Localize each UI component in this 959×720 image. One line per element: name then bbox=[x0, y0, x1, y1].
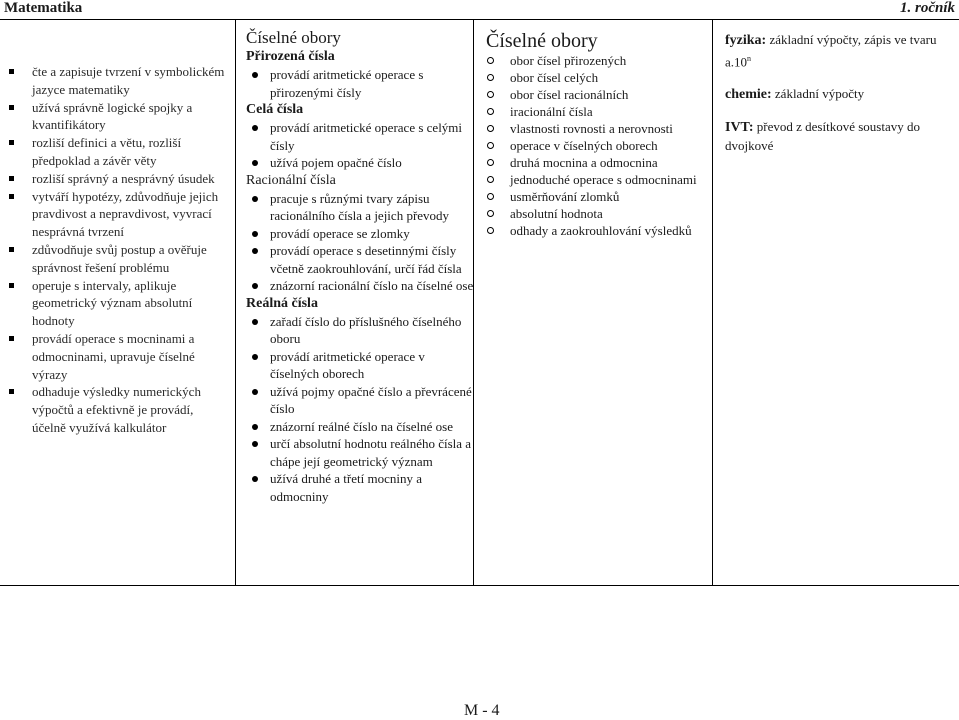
bullet-icon bbox=[252, 441, 258, 447]
list-item: rozliší správný a nesprávný úsudek bbox=[0, 170, 230, 188]
circle-bullet-icon bbox=[487, 210, 494, 217]
bullet-icon bbox=[252, 283, 258, 289]
topics-detail-column bbox=[236, 20, 474, 585]
list-item: obor čísel přirozených bbox=[486, 52, 710, 69]
bullet-icon bbox=[252, 72, 258, 78]
cross-subject-column bbox=[713, 20, 959, 585]
list-item: provádí aritmetické operace s celými čísly bbox=[246, 119, 474, 154]
square-bullet-icon bbox=[9, 105, 14, 110]
list-item: operace v číselných oborech bbox=[486, 137, 710, 154]
section-heading: Celá čísla bbox=[246, 102, 304, 117]
list-item: užívá pojmy opačné číslo a převrácené číslo bbox=[246, 383, 474, 418]
section-heading: Reálná čísla bbox=[246, 295, 318, 311]
circle-bullet-icon bbox=[487, 159, 494, 166]
physics-note: fyzika: základní výpočty, zápis ve tvaru a.10$^n$ bbox=[725, 32, 937, 70]
page-number: M - 4 bbox=[464, 702, 500, 719]
circle-bullet-icon bbox=[487, 227, 494, 234]
circle-bullet-icon bbox=[487, 125, 494, 132]
outcomes-list bbox=[0, 63, 230, 437]
section-heading: Přirozená čísla bbox=[246, 49, 335, 64]
circle-bullet-icon bbox=[487, 176, 494, 183]
column-title: Číselné obory bbox=[486, 30, 598, 52]
list-item: jednoduché operace s odmocninami bbox=[486, 171, 710, 188]
list-item: obor čísel racionálních bbox=[486, 86, 710, 103]
square-bullet-icon bbox=[9, 69, 14, 74]
list-item: provádí operace s desetinnými čísly včetně zaokrouhlování, určí řád čísla bbox=[246, 242, 474, 277]
square-bullet-icon bbox=[9, 247, 14, 252]
list-item: operuje s intervaly, aplikuje geometrický význam absolutní hodnoty bbox=[0, 277, 230, 330]
section-heading: Racionální čísla bbox=[246, 172, 336, 188]
list-item: znázorní racionální číslo na číselné ose bbox=[246, 277, 474, 295]
list-item: usměrňování zlomků bbox=[486, 188, 710, 205]
square-bullet-icon bbox=[9, 336, 14, 341]
table-bottom-border bbox=[0, 585, 959, 586]
list-item: rozliší definici a větu, rozliší předpoklad a závěr věty bbox=[0, 134, 230, 170]
list-item: provádí aritmetické operace v číselných oborech bbox=[246, 348, 474, 383]
circle-bullet-icon bbox=[487, 74, 494, 81]
list-item: vlastnosti rovnosti a nerovnosti bbox=[486, 120, 710, 137]
circle-bullet-icon bbox=[487, 142, 494, 149]
bullet-icon bbox=[252, 476, 258, 482]
list-item: znázorní reálné číslo na číselné ose bbox=[246, 418, 474, 436]
circle-bullet-icon bbox=[487, 108, 494, 115]
list-item: provádí operace se zlomky bbox=[246, 225, 474, 243]
circle-bullet-icon bbox=[487, 91, 494, 98]
list-item: odhady a zaokrouhlování výsledků bbox=[486, 222, 710, 239]
bullet-icon bbox=[252, 354, 258, 360]
list-item: zařadí číslo do příslušného číselného oboru bbox=[246, 313, 474, 348]
curriculum-column bbox=[474, 20, 713, 585]
column-title: Číselné obory bbox=[246, 28, 341, 47]
list-item: obor čísel celých bbox=[486, 69, 710, 86]
list-item: absolutní hodnota bbox=[486, 205, 710, 222]
list-item: druhá mocnina a odmocnina bbox=[486, 154, 710, 171]
page-header bbox=[0, 0, 959, 20]
list-item: provádí aritmetické operace s přirozenými čísly bbox=[246, 66, 474, 101]
square-bullet-icon bbox=[9, 176, 14, 181]
square-bullet-icon bbox=[9, 140, 14, 145]
square-bullet-icon bbox=[9, 194, 14, 199]
bullet-icon bbox=[252, 424, 258, 430]
bullet-icon bbox=[252, 389, 258, 395]
square-bullet-icon bbox=[9, 389, 14, 394]
list-item: vytváří hypotézy, zdůvodňuje jejich pravdivost a nepravdivost, vyvrací nesprávná tvrzení bbox=[0, 188, 230, 241]
bullet-icon bbox=[252, 319, 258, 325]
bullet-icon bbox=[252, 231, 258, 237]
circle-bullet-icon bbox=[487, 57, 494, 64]
outcomes-column bbox=[0, 20, 236, 585]
list-item: čte a zapisuje tvrzení v symbolickém jazyce matematiky bbox=[0, 63, 230, 99]
list-item: odhaduje výsledky numerických výpočtů a efektivně je provádí, účelně využívá kalkulátor bbox=[0, 383, 230, 436]
list-item: užívá pojem opačné číslo bbox=[246, 154, 474, 172]
square-bullet-icon bbox=[9, 283, 14, 288]
list-item: užívá druhé a třetí mocniny a odmocniny bbox=[246, 470, 474, 505]
bullet-icon bbox=[252, 125, 258, 131]
bullet-icon bbox=[252, 248, 258, 254]
ivt-note: IVT: převod z desítkové soustavy do dvojkové bbox=[725, 119, 920, 154]
list-item: určí absolutní hodnotu reálného čísla a chápe její geometrický význam bbox=[246, 435, 474, 470]
circle-bullet-icon bbox=[487, 193, 494, 200]
subject-title: Matematika bbox=[4, 0, 83, 16]
chemistry-note: chemie: základní výpočty bbox=[725, 86, 865, 103]
bullet-icon bbox=[252, 160, 258, 166]
grade-label: 1. ročník bbox=[899, 0, 955, 16]
bullet-icon bbox=[252, 196, 258, 202]
curriculum-list bbox=[486, 52, 710, 239]
list-item: pracuje s různými tvary zápisu racionálního čísla a jejich převody bbox=[246, 190, 474, 225]
list-item: iracionální čísla bbox=[486, 103, 710, 120]
list-item: užívá správně logické spojky a kvantifikátory bbox=[0, 99, 230, 135]
list-item: provádí operace s mocninami a odmocninami, upravuje číselné výrazy bbox=[0, 330, 230, 383]
list-item: zdůvodňuje svůj postup a ověřuje správnost řešení problému bbox=[0, 241, 230, 277]
